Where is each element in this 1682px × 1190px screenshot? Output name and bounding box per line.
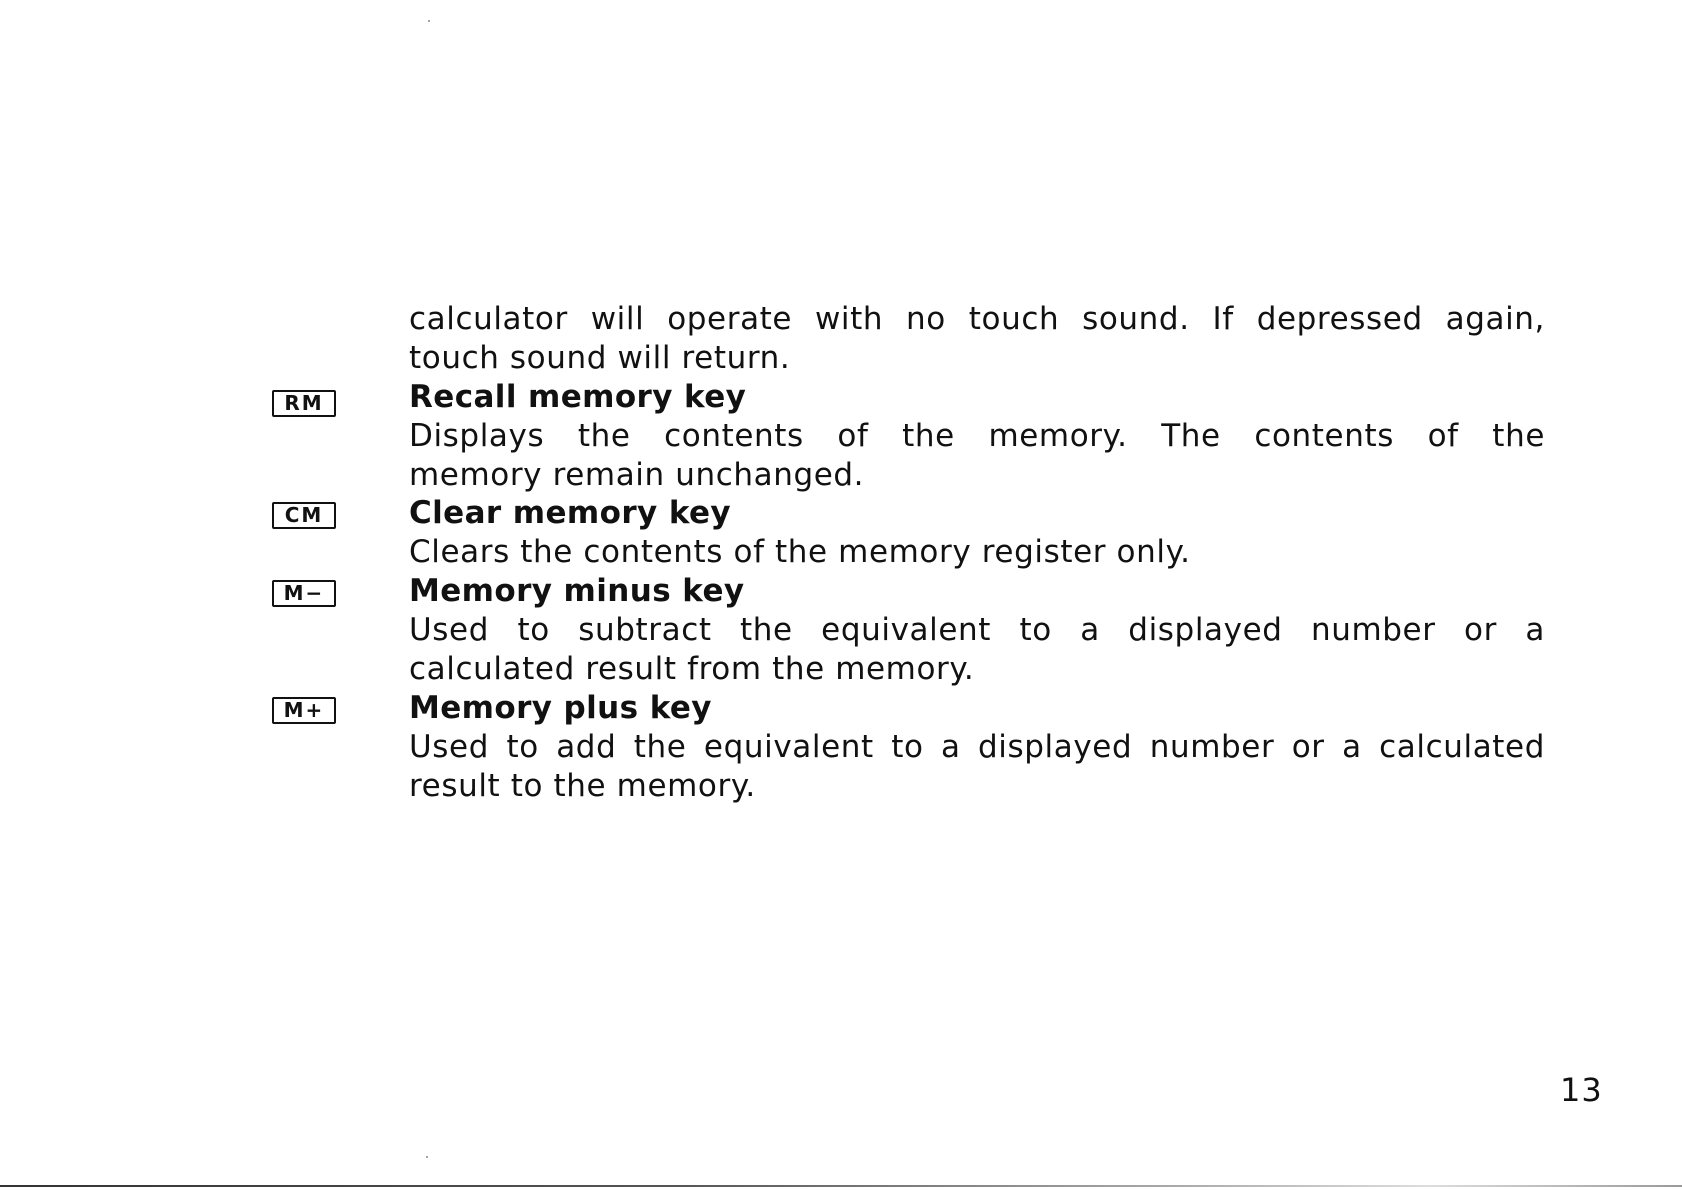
scan-speck [428,20,430,22]
clear-memory-entry [409,494,1545,572]
m-minus-key-icon: M− [272,580,336,607]
memory-minus-entry [409,572,1545,689]
memory-plus-heading: Memory plus key [409,690,712,726]
memory-plus-desc-2: result to the memory. [409,768,756,804]
memory-plus-desc-1: Used to add the equivalent to a displayed number or a calculated [409,729,1545,765]
recall-memory-desc-2: memory remain unchanged. [409,457,865,493]
intro-line-2: touch sound will return. [409,340,791,376]
clear-memory-desc-1: Clears the contents of the memory register only. [409,534,1191,570]
memory-plus-entry [409,689,1545,806]
page-number: 13 [1560,1071,1603,1109]
intro-line-1: calculator will operate with no touch sound. If depressed again, [409,301,1545,337]
recall-memory-desc-1: Displays the contents of the memory. The contents of the [409,418,1545,454]
scan-speck [426,1156,428,1158]
memory-minus-heading: Memory minus key [409,573,745,609]
recall-memory-entry [409,378,1545,495]
memory-minus-desc-2: calculated result from the memory. [409,651,975,687]
recall-memory-heading: Recall memory key [409,379,747,415]
cm-key-icon: CM [272,502,336,529]
rm-key-icon: RM [272,390,336,417]
clear-memory-heading: Clear memory key [409,495,732,531]
m-plus-key-icon: M+ [272,697,336,724]
intro-paragraph [409,300,1545,378]
memory-minus-desc-1: Used to subtract the equivalent to a displayed number or a [409,612,1545,648]
page-bottom-edge [0,1185,1682,1187]
